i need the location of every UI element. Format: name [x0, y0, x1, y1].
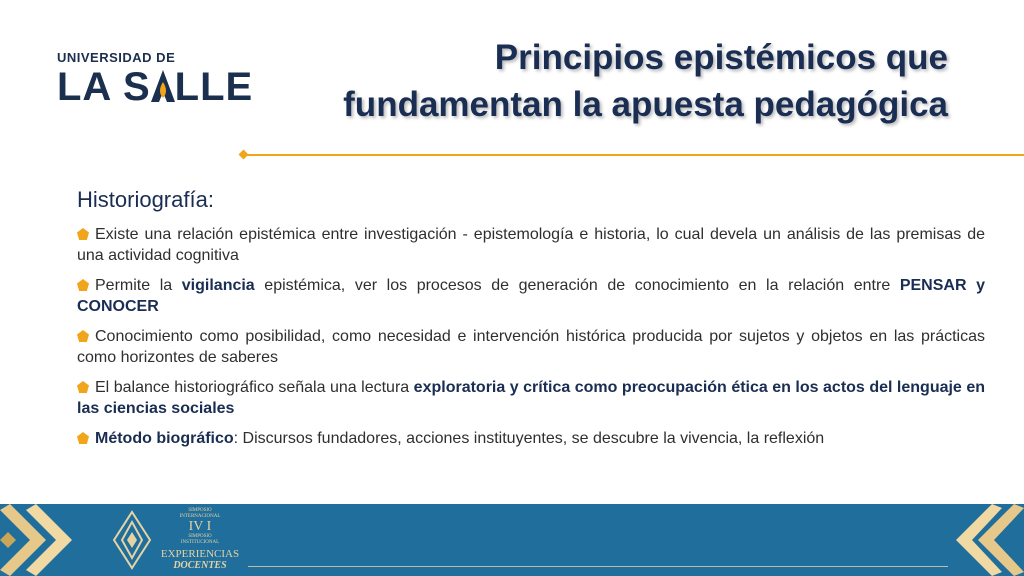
- simposio-right-label: SIMPOSIO: [188, 534, 212, 539]
- institucional-label: INSTITUCIONAL: [180, 540, 220, 545]
- title-line-1: Principios epistémicos que: [494, 38, 948, 77]
- logo-flame-icon: [151, 69, 175, 99]
- bullet-item-3: [77, 326, 985, 368]
- logo-top-text: UNIVERSIDAD DE: [57, 50, 176, 65]
- bullet-2-bold2: PENSAR y CONOCER: [77, 277, 985, 315]
- bullet-2-bold: vigilancia: [181, 277, 255, 294]
- roman-numerals: [156, 520, 244, 534]
- bullet-item-5: [77, 428, 985, 449]
- logo-main-text-a: LA S: [57, 65, 151, 109]
- logo-main-text: [57, 67, 253, 107]
- symposium-branding: [156, 508, 244, 571]
- section-heading: Historiografía:: [77, 187, 214, 212]
- bullet-item-2: [77, 275, 985, 317]
- title-divider: [246, 154, 1024, 156]
- gold-chevron-right-icon: [954, 504, 1024, 576]
- roman-right: I: [206, 519, 212, 534]
- gold-chevron-left-icon: [0, 504, 90, 576]
- docentes-label: DOCENTES: [173, 560, 227, 571]
- title-line-2: fundamentan la apuesta pedagógica: [343, 85, 948, 124]
- pentagon-bullet-icon: [77, 381, 89, 393]
- bullet-5-bold: Método biográfico: [95, 430, 234, 447]
- simposio-left-label: SIMPOSIO: [188, 508, 212, 513]
- bullet-2-post: epistémica, ver los procesos de generación de conocimiento en la relación entre: [254, 277, 900, 294]
- pentagon-bullet-icon: [77, 432, 89, 444]
- bullet-item-4: [77, 377, 985, 419]
- content-area: [77, 187, 985, 458]
- university-logo: [57, 50, 253, 107]
- bullet-5-post: : Discursos fundadores, acciones instituyentes, se descubre la vivencia, la reflexión: [233, 430, 825, 447]
- page-title: [343, 34, 948, 128]
- internacional-label: INTERNACIONAL: [179, 514, 221, 519]
- symposium-emblem-icon: [112, 510, 152, 570]
- experiencias-label: EXPERIENCIAS: [160, 548, 240, 560]
- roman-left: IV: [188, 519, 204, 534]
- bullet-4-pre: El balance historiográfico señala una lectura: [95, 379, 414, 396]
- logo-main-text-b: LLE: [174, 65, 254, 109]
- bullet-4-bold: exploratoria y crítica como preocupación ética en los actos del lenguaje en las ciencias sociales: [77, 379, 985, 417]
- pentagon-bullet-icon: [77, 279, 89, 291]
- bullet-1-text: Existe una relación epistémica entre investigación - epistemología e historia, lo cual devela un análisis de las premisas de una actividad cognitiva: [77, 226, 985, 264]
- bullet-2-pre: Permite la: [95, 277, 182, 294]
- footer-divider: [248, 566, 948, 567]
- bullet-3-text: Conocimiento como posibilidad, como necesidad e intervención histórica producida por sujetos y objetos en las prácticas como horizontes de saberes: [77, 328, 985, 366]
- bullet-item-1: [77, 224, 985, 266]
- pentagon-bullet-icon: [77, 228, 89, 240]
- pentagon-bullet-icon: [77, 330, 89, 342]
